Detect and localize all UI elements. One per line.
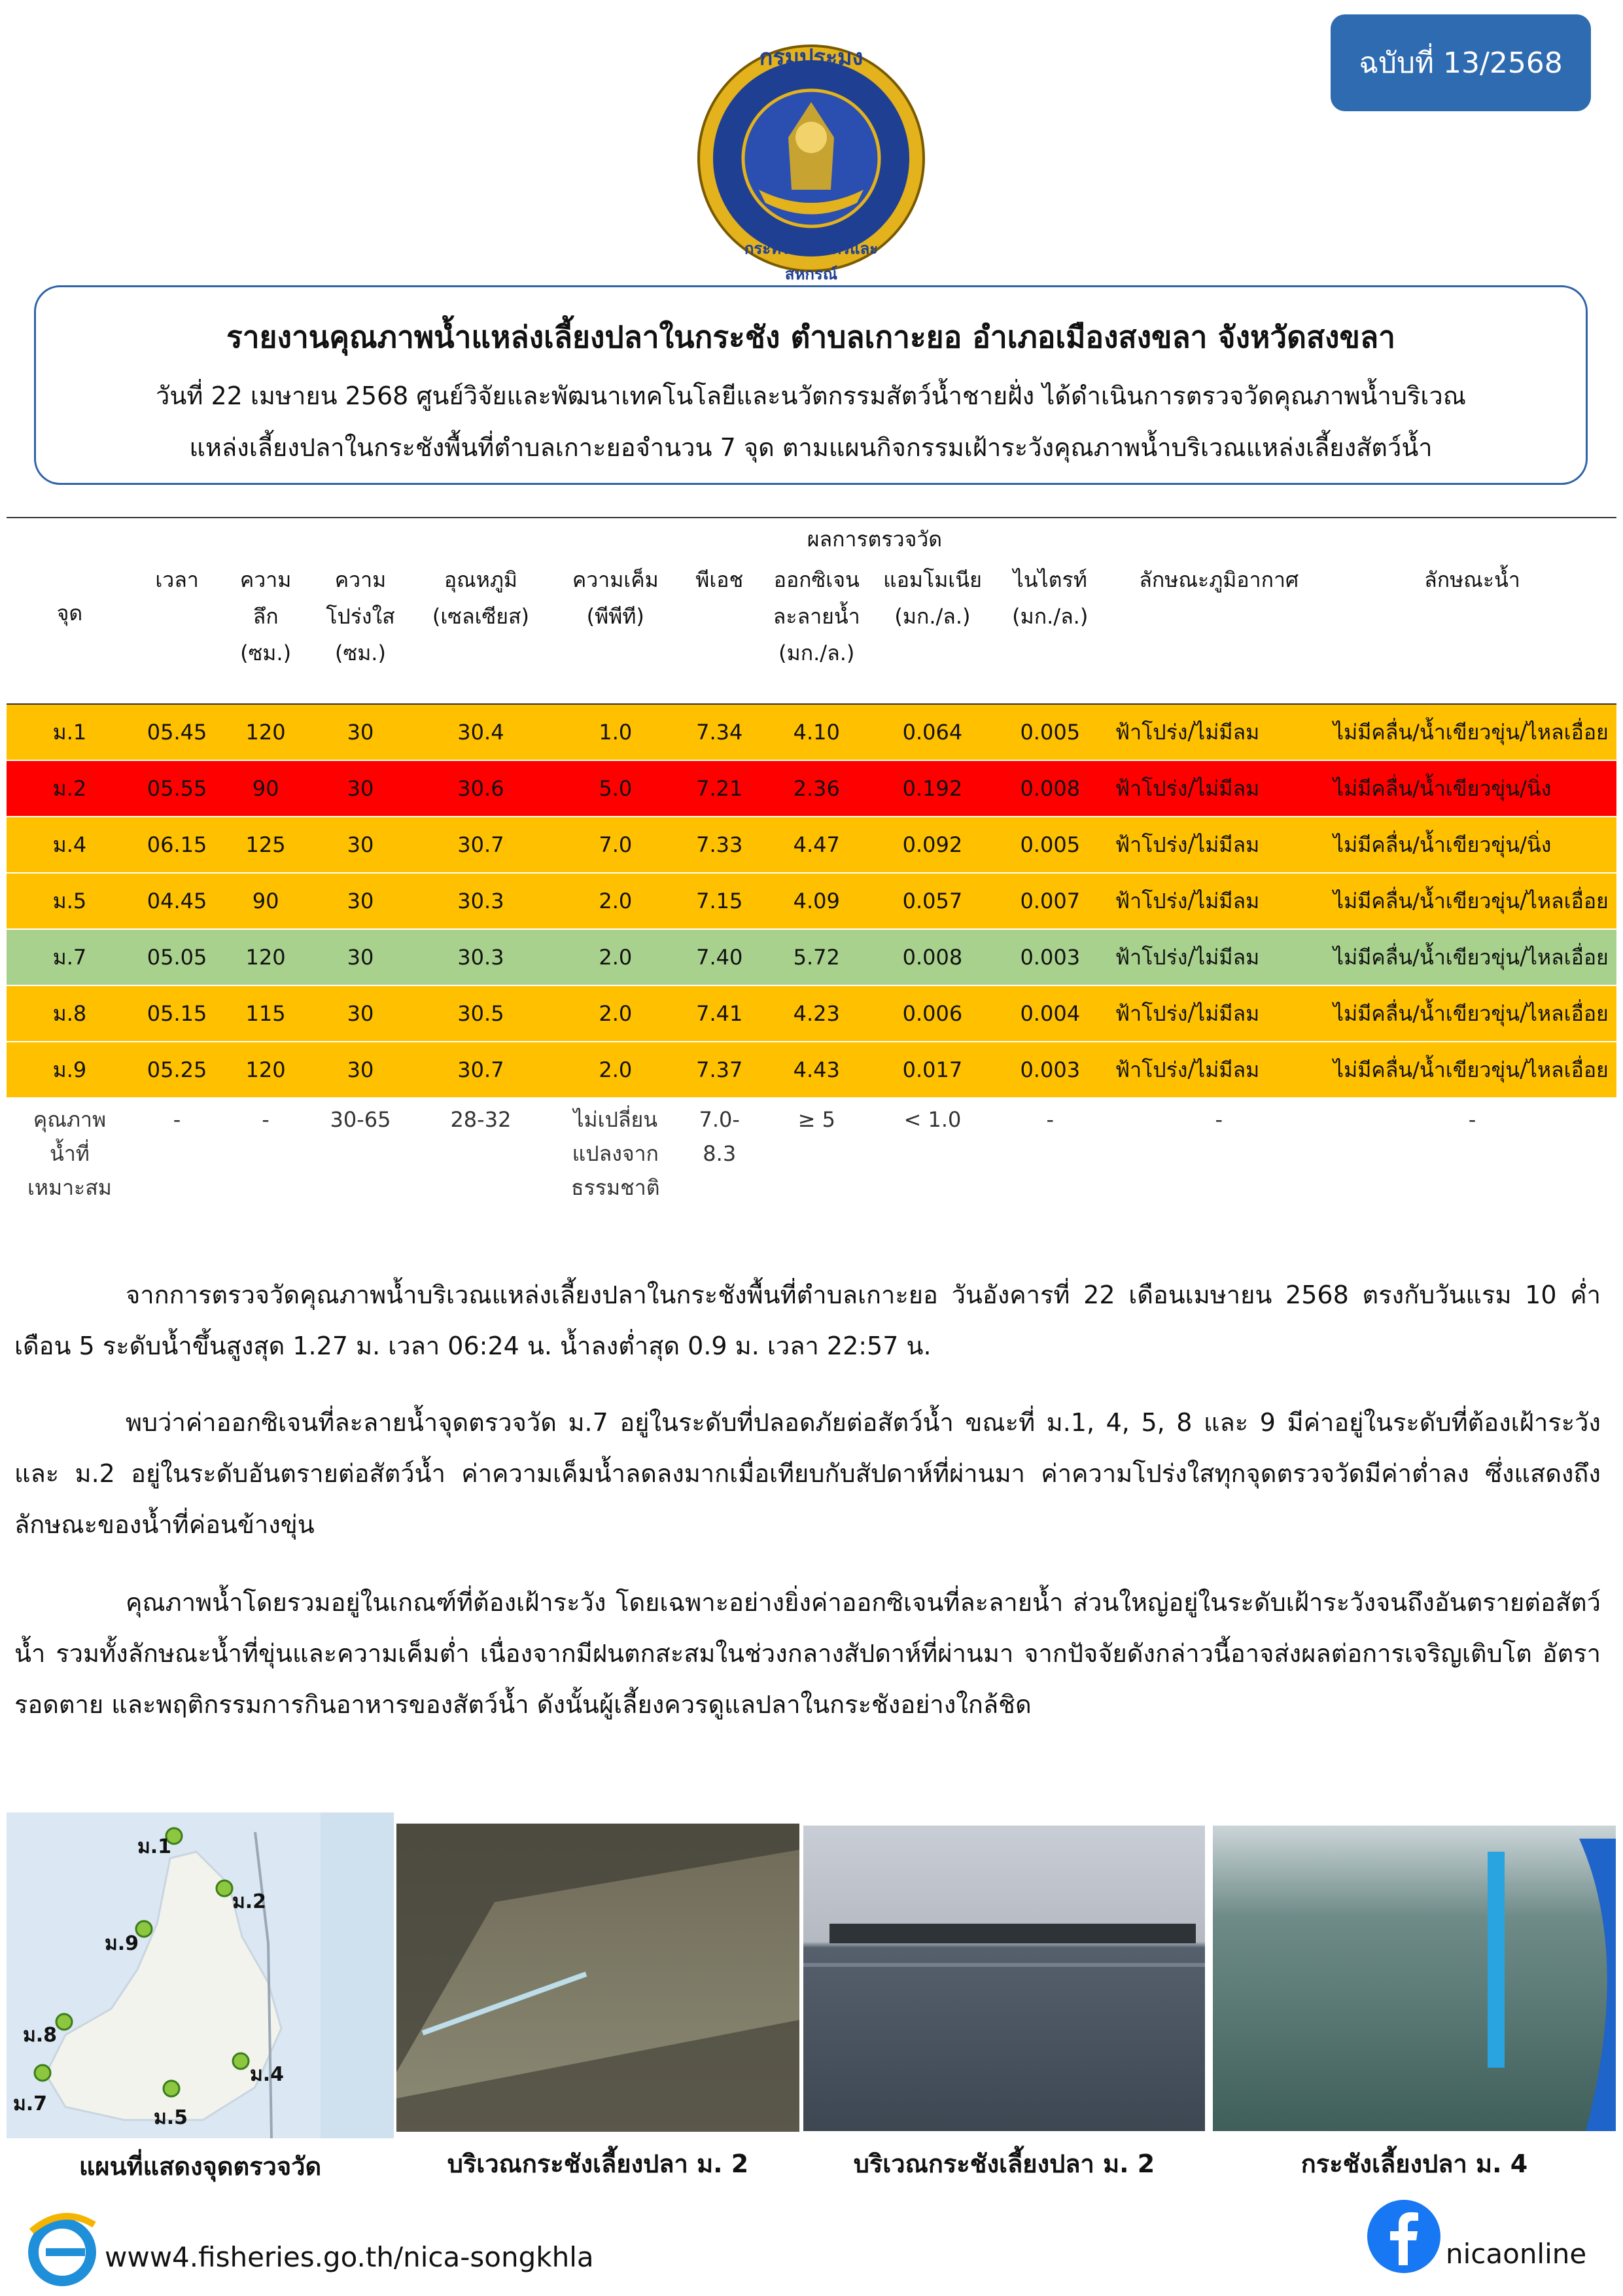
cell-temperature: 30.7	[411, 1042, 551, 1098]
cell-ammonia: 0.057	[875, 873, 990, 929]
cell-weather: ฟ้าโปร่ง/ไม่มีลม	[1109, 929, 1328, 985]
cell-water-condition: ไม่มีคลื่น/น้ำเขียวขุ่น/ไหลเอื่อย	[1328, 704, 1616, 760]
cell-weather: ฟ้าโปร่ง/ไม่มีลม	[1109, 873, 1328, 929]
cell-transparency: 30	[310, 1042, 411, 1098]
footer-website[interactable]: www4.fisheries.go.th/nica-songkhla	[105, 2241, 594, 2273]
cell-nitrite: 0.005	[990, 817, 1109, 873]
cell-ammonia: 0.008	[875, 929, 990, 985]
cell-point: ม.7	[7, 929, 133, 985]
map-pin-m2	[217, 1881, 232, 1896]
cell-transparency: 30	[310, 817, 411, 873]
cell-temperature: 30.3	[411, 929, 551, 985]
cell-dissolved-oxygen: 4.09	[759, 873, 875, 929]
cell-water-condition: ไม่มีคลื่น/น้ำเขียวขุ่น/ไหลเอื่อย	[1328, 1042, 1616, 1098]
cell-weather: ฟ้าโปร่ง/ไม่มีลม	[1109, 817, 1328, 873]
cell-nitrite: 0.003	[990, 1042, 1109, 1098]
col-water-condition: ลักษณะน้ำ	[1424, 567, 1520, 592]
department-logo	[680, 39, 942, 283]
col-temperature: อุณหภูมิ (เซลเซียส)	[432, 567, 530, 629]
report-intro-line-1: วันที่ 22 เมษายน 2568 ศูนย์วิจัยและพัฒนาเทคโนโลยีและนวัตกรรมสัตว์น้ำชายฝั่ง ได้ดำเนินการตรวจวัดคุณภาพน้ำบริเวณ	[156, 381, 1466, 410]
map-pin-m7	[35, 2065, 50, 2081]
cell-salinity: 2.0	[551, 985, 680, 1042]
col-depth: ความ ลึก (ซม.)	[239, 567, 292, 665]
cell-water-condition: ไม่มีคลื่น/น้ำเขียวขุ่น/ไหลเอื่อย	[1328, 873, 1616, 929]
cell-water-condition: ไม่มีคลื่น/น้ำเขียวขุ่น/ไหลเอื่อย	[1328, 985, 1616, 1042]
cell-dissolved-oxygen: 4.23	[759, 985, 875, 1042]
photo-cage-m2-b	[803, 1826, 1205, 2131]
cell-time: 05.25	[133, 1042, 222, 1098]
issue-badge: ฉบับที่ 13/2568	[1331, 14, 1591, 111]
map-label-m1: ม.1	[137, 1835, 172, 1858]
facebook-icon[interactable]	[1367, 2200, 1440, 2273]
cell-point: ม.2	[7, 760, 133, 817]
map-pin-m5	[164, 2081, 179, 2096]
map-label-m2: ม.2	[232, 1890, 267, 1913]
results-group-header: ผลการตรวจวัด	[807, 527, 943, 552]
cell-dissolved-oxygen: 4.47	[759, 817, 875, 873]
logo-bottom-text: กระทรวงเกษตรและสหกรณ์	[744, 239, 879, 283]
cell-salinity: 2.0	[551, 929, 680, 985]
footer-facebook[interactable]: nicaonline	[1446, 2238, 1587, 2270]
cell-depth: 125	[221, 817, 310, 873]
cell-time: 05.05	[133, 929, 222, 985]
table-row	[7, 704, 1616, 760]
cell-depth: 90	[221, 873, 310, 929]
cell-ph: 7.21	[680, 760, 759, 817]
cell-salinity: 7.0	[551, 817, 680, 873]
cell-salinity: 2.0	[551, 1042, 680, 1098]
map-label-m9: ม.9	[105, 1932, 139, 1955]
report-header-box	[34, 285, 1588, 485]
col-weather: ลักษณะภูมิอากาศ	[1139, 567, 1299, 592]
cell-depth: 120	[221, 929, 310, 985]
cell-time: 04.45	[133, 873, 222, 929]
web-logo-icon	[26, 2205, 98, 2290]
map-pin-m8	[56, 2014, 72, 2030]
cell-transparency: 30	[310, 929, 411, 985]
col-ammonia: แอมโมเนีย (มก./ล.)	[883, 567, 982, 629]
cell-water-condition: ไม่มีคลื่น/น้ำเขียวขุ่น/ไหลเอื่อย	[1328, 929, 1616, 985]
cell-depth: 120	[221, 704, 310, 760]
map-pin-m4	[233, 2053, 249, 2069]
cell-point: ม.4	[7, 817, 133, 873]
cell-temperature: 30.7	[411, 817, 551, 873]
table-row	[7, 985, 1616, 1042]
cell-ammonia: 0.092	[875, 817, 990, 873]
cell-ammonia: 0.064	[875, 704, 990, 760]
map-label-m4: ม.4	[250, 2063, 285, 2086]
cell-depth: 115	[221, 985, 310, 1042]
cell-point: ม.1	[7, 704, 133, 760]
cell-salinity: 5.0	[551, 760, 680, 817]
map-label-m5: ม.5	[154, 2106, 188, 2129]
table-row	[7, 929, 1616, 985]
caption-photo-2: บริเวณกระชังเลี้ยงปลา ม. 2	[853, 2149, 1155, 2178]
cell-ph: 7.40	[680, 929, 759, 985]
cell-ph: 7.33	[680, 817, 759, 873]
table-row	[7, 760, 1616, 817]
table-row	[7, 817, 1616, 873]
caption-photo-3: กระชังเลี้ยงปลา ม. 4	[1300, 2149, 1528, 2178]
cell-nitrite: 0.007	[990, 873, 1109, 929]
cell-transparency: 30	[310, 985, 411, 1042]
cell-ammonia: 0.006	[875, 985, 990, 1042]
photo-cage-m2-a	[396, 1824, 799, 2132]
cell-salinity: 2.0	[551, 873, 680, 929]
col-time: เวลา	[155, 567, 199, 592]
logo-top-text: กรมประมง	[759, 44, 864, 71]
cell-temperature: 30.3	[411, 873, 551, 929]
cell-ph: 7.37	[680, 1042, 759, 1098]
cell-temperature: 30.5	[411, 985, 551, 1042]
cell-weather: ฟ้าโปร่ง/ไม่มีลม	[1109, 1042, 1328, 1098]
paragraph-summary: คุณภาพน้ำโดยรวมอยู่ในเกณฑ์ที่ต้องเฝ้าระวัง โดยเฉพาะอย่างยิ่งค่าออกซิเจนที่ละลายน้ำ ส่วนใหญ่อยู่ในระดับเฝ้าระวังจนถึงอันตรายต่อสัตว์น้ำ รวมทั้งลักษณะน้ำที่ขุ่นและความเค็มต่ำ เนื่องจากมีฝนตกสะสมในช่วงกลางสัปดาห์ที่ผ่านมา จากปัจจัยดังกล่าวนี้อาจส่งผลต่อการเจริญเติบโต อัตรารอดตาย และพฤติกรรมการกินอาหารของสัตว์น้ำ ดังนั้นผู้เลี้ยงควรดูแลปลาในกระชังอย่างใกล้ชิด	[14, 1588, 1601, 1719]
cell-point: ม.5	[7, 873, 133, 929]
cell-water-condition: ไม่มีคลื่น/น้ำเขียวขุ่น/นิ่ง	[1328, 760, 1616, 817]
table-row	[7, 873, 1616, 929]
cell-time: 05.15	[133, 985, 222, 1042]
cell-weather: ฟ้าโปร่ง/ไม่มีลม	[1109, 760, 1328, 817]
report-title: รายงานคุณภาพน้ำแหล่งเลี้ยงปลาในกระชัง ตำบลเกาะยอ อำเภอเมืองสงขลา จังหวัดสงขลา	[226, 319, 1395, 355]
col-nitrite: ไนไตรท์ (มก./ล.)	[1012, 567, 1089, 629]
map-label-m8: ม.8	[23, 2024, 58, 2047]
cell-weather: ฟ้าโปร่ง/ไม่มีลม	[1109, 704, 1328, 760]
cell-ph: 7.15	[680, 873, 759, 929]
paragraph-findings: พบว่าค่าออกซิเจนที่ละลายน้ำจุดตรวจวัด ม.7 อยู่ในระดับที่ปลอดภัยต่อสัตว์น้ำ ขณะที่ ม.1, 4, 5, 8 และ 9 มีค่าอยู่ในระดับที่ต้องเฝ้าระวัง และ ม.2 อยู่ในระดับอันตรายต่อสัตว์น้ำ ค่าความเค็มน้ำลดลงมากเมื่อเทียบกับสัปดาห์ที่ผ่านมา ค่าความโปร่งใสทุกจุดตรวจวัดมีค่าต่ำลง ซึ่งแสดงถึงลักษณะของน้ำที่ค่อนข้างขุ่น	[14, 1408, 1601, 1539]
cell-weather: ฟ้าโปร่ง/ไม่มีลม	[1109, 985, 1328, 1042]
cell-dissolved-oxygen: 5.72	[759, 929, 875, 985]
cell-time: 05.55	[133, 760, 222, 817]
caption-map: แผนที่แสดงจุดตรวจวัด	[79, 2152, 322, 2181]
report-intro-line-2: แหล่งเลี้ยงปลาในกระชังพื้นที่ตำบลเกาะยอจำนวน 7 จุด ตามแผนกิจกรรมเฝ้าระวังคุณภาพน้ำบริเวณแหล่งเลี้ยงสัตว์น้ำ	[189, 433, 1433, 462]
cell-water-condition: ไม่มีคลื่น/น้ำเขียวขุ่น/นิ่ง	[1328, 817, 1616, 873]
cell-dissolved-oxygen: 4.43	[759, 1042, 875, 1098]
col-dissolved-oxygen: ออกซิเจน ละลายน้ำ (มก./ล.)	[773, 567, 860, 665]
cell-salinity: 1.0	[551, 704, 680, 760]
cell-depth: 90	[221, 760, 310, 817]
paragraph-tide: จากการตรวจวัดคุณภาพน้ำบริเวณแหล่งเลี้ยงปลาในกระชังพื้นที่ตำบลเกาะยอ วันอังคารที่ 22 เดือนเมษายน 2568 ตรงกับวันแรม 10 ค่ำ เดือน 5 ระดับน้ำขึ้นสูงสุด 1.27 ม. เวลา 06:24 น. น้ำลงต่ำสุด 0.9 ม. เวลา 22:57 น.	[14, 1280, 1601, 1360]
cell-point: ม.9	[7, 1042, 133, 1098]
standard-row: คุณภาพ น้ำที่ เหมาะสม - - 30-65 28-32 ไม่เปลี่ยน แปลงจาก ธรรมชาติ 7.0- 8.3 ≥ 5 < 1.0 - - -	[7, 1098, 1616, 1205]
cell-time: 05.45	[133, 704, 222, 760]
col-ph: พีเอช	[695, 567, 744, 592]
monitoring-map	[7, 1812, 394, 2138]
col-salinity: ความเค็ม (พีพีที)	[572, 567, 659, 629]
col-transparency: ความ โปร่งใส (ซม.)	[326, 567, 395, 665]
cell-transparency: 30	[310, 873, 411, 929]
cell-point: ม.8	[7, 985, 133, 1042]
cell-nitrite: 0.005	[990, 704, 1109, 760]
cell-dissolved-oxygen: 2.36	[759, 760, 875, 817]
map-label-m7: ม.7	[13, 2093, 48, 2115]
caption-photo-1: บริเวณกระชังเลี้ยงปลา ม. 2	[447, 2149, 749, 2178]
cell-transparency: 30	[310, 760, 411, 817]
cell-transparency: 30	[310, 704, 411, 760]
cell-ammonia: 0.192	[875, 760, 990, 817]
cell-temperature: 30.6	[411, 760, 551, 817]
water-quality-table	[7, 517, 1616, 1205]
col-point: จุด	[56, 600, 83, 626]
cell-ph: 7.41	[680, 985, 759, 1042]
cell-ammonia: 0.017	[875, 1042, 990, 1098]
cell-ph: 7.34	[680, 704, 759, 760]
cell-depth: 120	[221, 1042, 310, 1098]
cell-temperature: 30.4	[411, 704, 551, 760]
cell-time: 06.15	[133, 817, 222, 873]
cell-nitrite: 0.004	[990, 985, 1109, 1042]
table-row	[7, 1042, 1616, 1098]
photo-cage-m4	[1213, 1826, 1616, 2131]
cell-nitrite: 0.008	[990, 760, 1109, 817]
cell-nitrite: 0.003	[990, 929, 1109, 985]
cell-dissolved-oxygen: 4.10	[759, 704, 875, 760]
